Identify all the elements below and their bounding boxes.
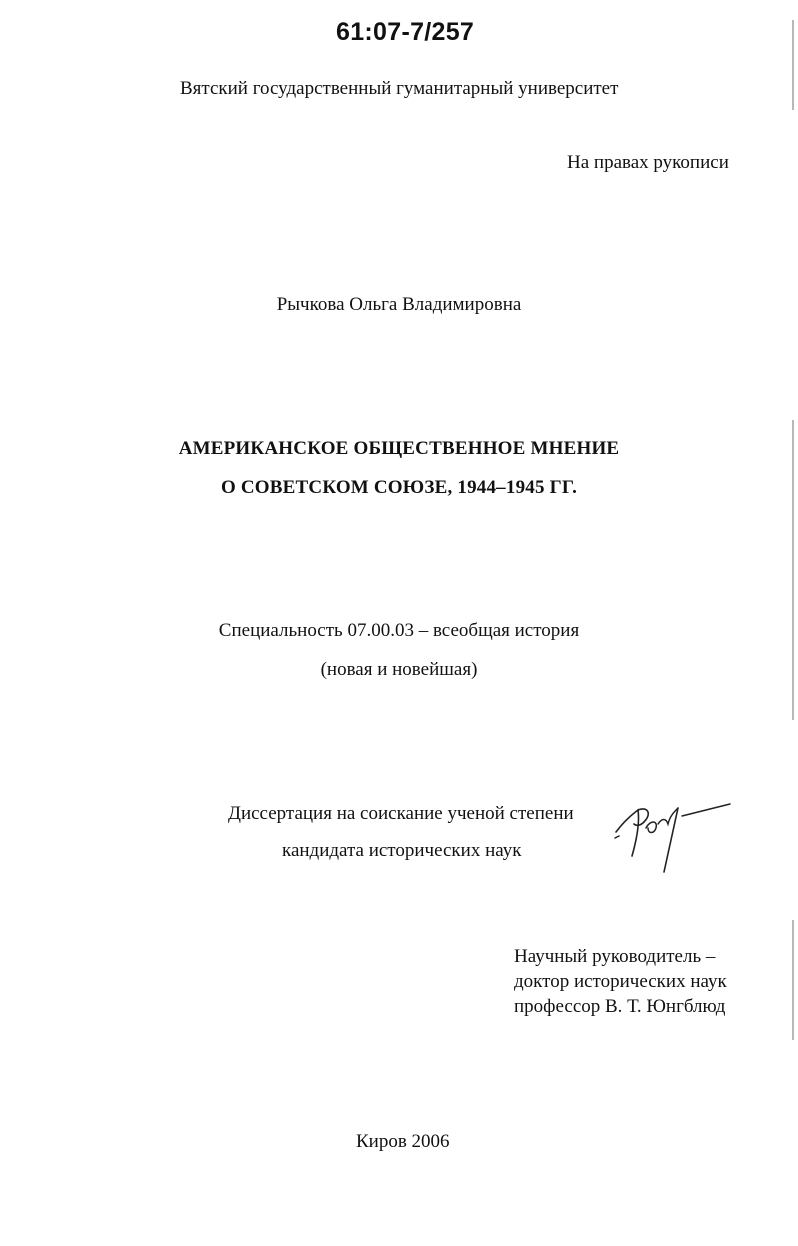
supervisor-line-1: Научный руководитель – <box>514 946 716 967</box>
scan-edge-middle <box>792 420 794 720</box>
dissertation-line-1: Диссертация на соискание ученой степени <box>228 803 574 824</box>
author-name: Рычкова Ольга Владимировна <box>276 294 522 315</box>
library-code: 61:07-7/257 <box>336 18 475 46</box>
university-name: Вятский государственный гуманитарный университет <box>180 78 619 99</box>
dissertation-line-2: кандидата исторических наук <box>282 840 522 861</box>
city-year: Киров 2006 <box>356 1131 450 1152</box>
specialty-line-2: (новая и новейшая) <box>320 659 478 680</box>
supervisor-line-3: профессор В. Т. Юнгблюд <box>514 996 726 1017</box>
title-line-1: АМЕРИКАНСКОЕ ОБЩЕСТВЕННОЕ МНЕНИЕ <box>178 438 620 459</box>
title-line-2: О СОВЕТСКОМ СОЮЗЕ, 1944–1945 ГГ. <box>220 477 578 498</box>
scan-edge-upper <box>792 20 794 110</box>
supervisor-block <box>514 944 727 1019</box>
supervisor-line-2: доктор исторических наук <box>514 971 727 992</box>
scan-edge-lower <box>792 920 794 1040</box>
specialty-line-1: Специальность 07.00.03 – всеобщая история <box>218 620 580 641</box>
rights-note: На правах рукописи <box>567 152 729 173</box>
handwritten-signature <box>612 794 742 884</box>
